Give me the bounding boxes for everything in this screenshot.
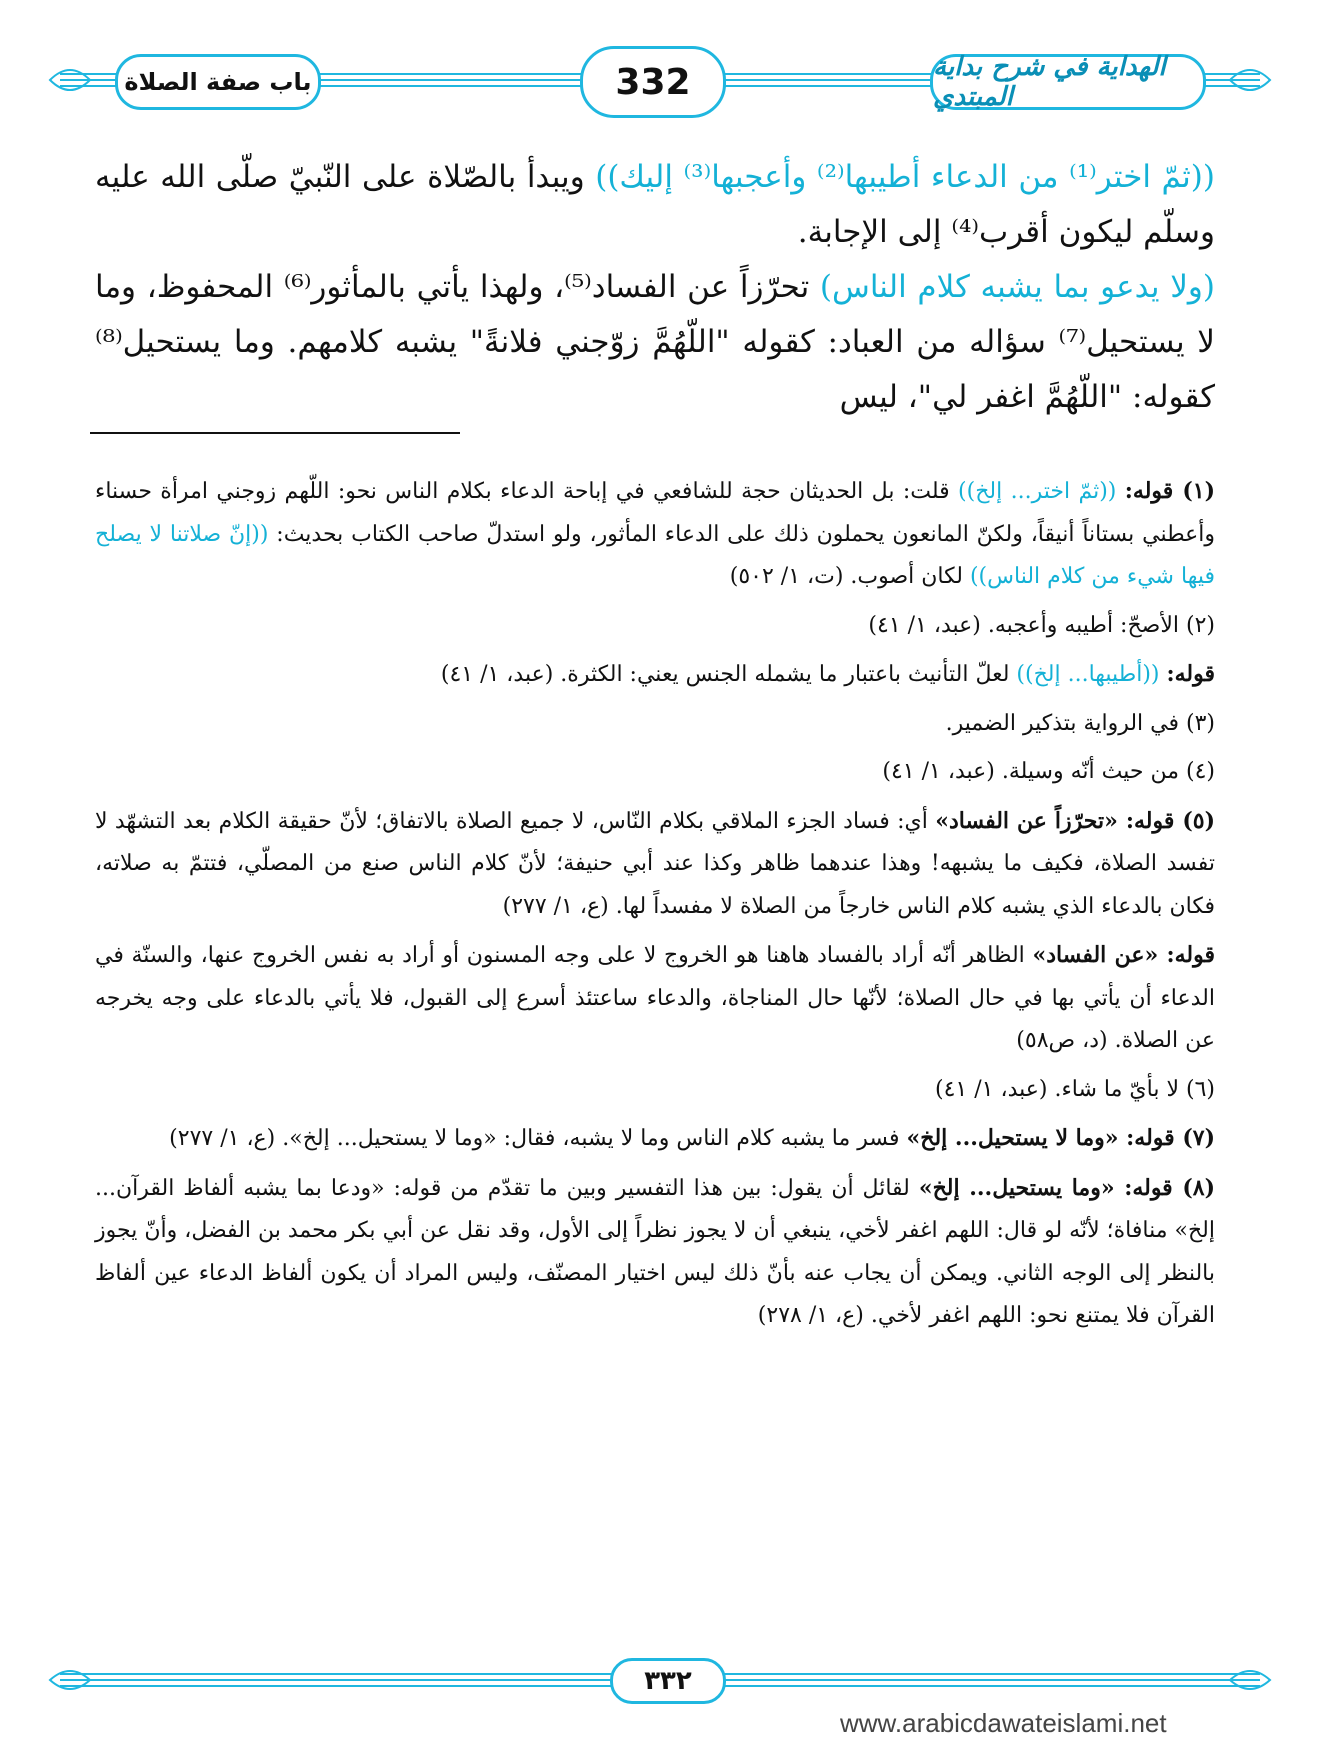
page-footer bbox=[40, 1650, 1280, 1710]
page-number: 332 bbox=[580, 46, 726, 118]
footnote-1: (١) قوله: ((ثمّ اختر... إلخ)) قلت: بل الحديثان حجة للشافعي في إباحة الدعاء بكلام الناس نحو: اللّهم زوجني امرأة حسناء وأعطني بستاناً أنيقاً، ولكنّ المانعون يحملون ذلك على الدعاء المأثور، ولو استدلّ صاحب الكتاب بحديث: ((إنّ صلاتنا لا يصلح فيها شيء من كلام الناس)) لكان أصوب. (ت، ١/ ٥٠٢) bbox=[95, 478, 1215, 589]
page-header bbox=[40, 40, 1280, 120]
footnote-3: (٣) في الرواية بتذكير الضمير. bbox=[945, 710, 1215, 736]
footnote-7: (٧) قوله: «وما لا يستحيل... إلخ» فسر ما يشبه كلام الناس وما لا يشبه، فقال: «وما لا يستحيل... إلخ». (ع، ١/ ٢٧٧) bbox=[169, 1125, 1215, 1151]
main-paragraph-2 bbox=[95, 260, 1215, 425]
footer-page-number: ٣٣٢ bbox=[610, 1658, 726, 1704]
main-paragraph-1 bbox=[95, 150, 1215, 260]
footnote-2b: قوله: ((أطيبها... إلخ)) لعلّ التأنيث باعتبار ما يشمله الجنس يعني: الكثرة. (عبد، ١/ ٤١) bbox=[440, 661, 1215, 687]
footnote-5b: قوله: «عن الفساد» الظاهر أنّه أراد بالفساد هاهنا هو الخروج لا على وجه المسنون أو أراد به نفس الخروج عنها، والسنّة في الدعاء أن يأتي بها في حال الصلاة؛ لأنّها حال المناجاة، والدعاء ساعتئذ أسرع إلى القبول، فلا يأتي بالدعاء على وجه يخرجه عن الصلاة. (د، ص٥٨) bbox=[95, 942, 1215, 1053]
matn-highlight: ((ثمّ اختر⁽¹⁾ من الدعاء أطيبها⁽²⁾ وأعجبها⁽³⁾ إليك)) bbox=[595, 159, 1216, 195]
footnotes bbox=[95, 470, 1215, 1344]
footnote-4: (٤) من حيث أنّه وسيلة. (عبد، ١/ ٤١) bbox=[882, 759, 1215, 784]
sharh-text: تحرّزاً عن الفساد⁽⁵⁾، ولهذا يأتي بالمأثور⁽⁶⁾ المحفوظ، وما لا يستحيل⁽⁷⁾ سؤاله من العباد: كقوله "اللّهُمَّ زوّجني فلانةً" يشبه كلامهم. وما يستحيل⁽⁸⁾ كقوله: "اللّهُمَّ اغفر لي"، ليس bbox=[95, 269, 1215, 415]
footnote-divider bbox=[90, 432, 460, 434]
footnote-2: (٢) الأصحّ: أطيبه وأعجبه. (عبد، ١/ ٤١) bbox=[868, 612, 1215, 638]
main-text bbox=[95, 150, 1215, 425]
footnote-6: (٦) لا بأيّ ما شاء. (عبد، ١/ ٤١) bbox=[935, 1076, 1215, 1102]
sharh-text: ويبدأ بالصّلاة على النّبيّ صلّى الله عليه وسلّم ليكون أقرب⁽⁴⁾ إلى الإجابة. bbox=[95, 159, 1215, 250]
chapter-title: باب صفة الصلاة bbox=[115, 54, 321, 110]
footnote-8: (٨) قوله: «وما يستحيل... إلخ» لقائل أن يقول: بين هذا التفسير وبين ما تقدّم من قوله: «ودعا بما يشبه ألفاظ القرآن... إلخ» منافاة؛ لأنّه لو قال: اللهم اغفر لأخي، ينبغي أن لا يجوز نظراً إلى الأول، وقد نقل عن أبي بكر محمد بن الفضل، وأنّ يجوز بالنظر إلى الوجه الثاني. ويمكن أن يجاب عنه بأنّ ذلك ليس اختيار المصنّف، وليس المراد أن يكون ألفاظ الدعاء عين ألفاظ القرآن فلا يمتنع نحو: اللهم اغفر لأخي. (ع، ١/ ٢٧٨) bbox=[95, 1174, 1215, 1328]
book-title: الهداية في شرح بداية المبتدي bbox=[930, 54, 1206, 110]
matn-highlight: (ولا يدعو بما يشبه كلام الناس) bbox=[819, 269, 1215, 305]
website-url[interactable]: www.arabicdawateislami.net bbox=[840, 1708, 1167, 1738]
footnote-5: (٥) قوله: «تحرّزاً عن الفساد» أي: فساد الجزء الملاقي بكلام النّاس، لا جميع الصلاة بالاتفاق؛ لأنّ حقيقة الكلام بعد التشهّد لا تفسد الصلاة، فكيف ما يشبهه! وهذا عندهما ظاهر وكذا عند أبي حنيفة؛ لأنّ كلام الناس صنع من المصلّي، فتتمّ به صلاته، فكان بالدعاء الذي يشبه كلام الناس خارجاً من الصلاة لا مفسداً لها. (ع، ١/ ٢٧٧) bbox=[95, 807, 1215, 919]
